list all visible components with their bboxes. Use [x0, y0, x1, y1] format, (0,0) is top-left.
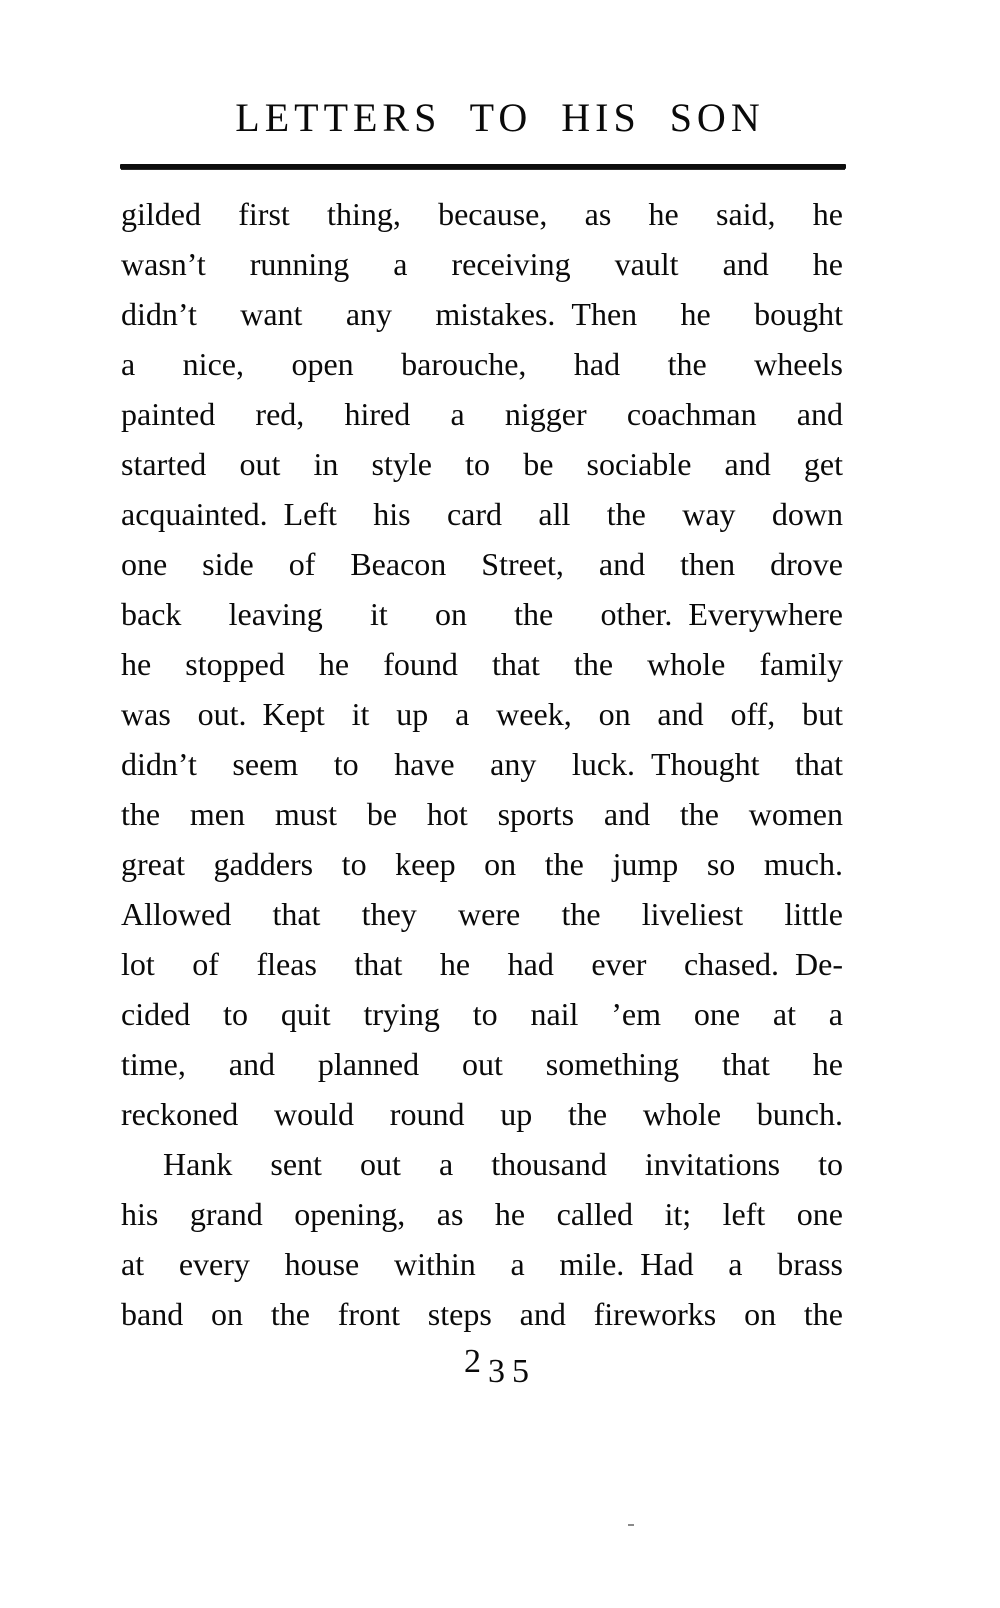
text-line: great gadders to keep on the jump so much. [121, 846, 843, 882]
page-number-digit: 3 [488, 1353, 512, 1390]
text-line: a nice, open barouche, had the wheels [121, 346, 843, 382]
text-line: painted red, hired a nigger coachman and [121, 396, 843, 432]
header-rule [120, 164, 846, 169]
text-line: the men must be hot sports and the women [121, 796, 843, 832]
scan-speck [628, 1524, 634, 1526]
text-line: one side of Beacon Street, and then drove [121, 546, 843, 582]
page-number-digit: 2 [464, 1343, 488, 1380]
body-text [121, 189, 843, 1339]
text-line: started out in style to be sociable and get [121, 446, 843, 482]
text-line: his grand opening, as he called it; left one [121, 1196, 843, 1232]
text-line: lot of fleas that he had ever chased. De- [121, 946, 843, 982]
text-line: band on the front steps and fireworks on the [121, 1296, 843, 1332]
text-line: time, and planned out something that he [121, 1046, 843, 1082]
text-line: reckoned would round up the whole bunch. [121, 1096, 843, 1132]
running-head-title: LETTERS TO HIS SON [235, 95, 765, 140]
text-line-paragraph-start: Hank sent out a thousand invitations to [163, 1146, 843, 1182]
text-line: cided to quit trying to nail ’em one at a [121, 996, 843, 1032]
page-number-digit: 5 [512, 1353, 536, 1390]
text-line: gilded first thing, because, as he said, he [121, 196, 843, 232]
text-line: at every house within a mile. Had a brass [121, 1246, 843, 1282]
text-line: was out. Kept it up a week, on and off, but [121, 696, 843, 732]
text-line: he stopped he found that the whole family [121, 646, 843, 682]
text-line: Allowed that they were the liveliest little [121, 896, 843, 932]
text-line: didn’t seem to have any luck. Thought that [121, 746, 843, 782]
text-line: back leaving it on the other. Everywhere [121, 596, 843, 632]
text-line: acquainted. Left his card all the way down [121, 496, 843, 532]
text-line: didn’t want any mistakes. Then he bought [121, 296, 843, 332]
page-number [0, 1343, 1000, 1392]
text-line: wasn’t running a receiving vault and he [121, 246, 843, 282]
